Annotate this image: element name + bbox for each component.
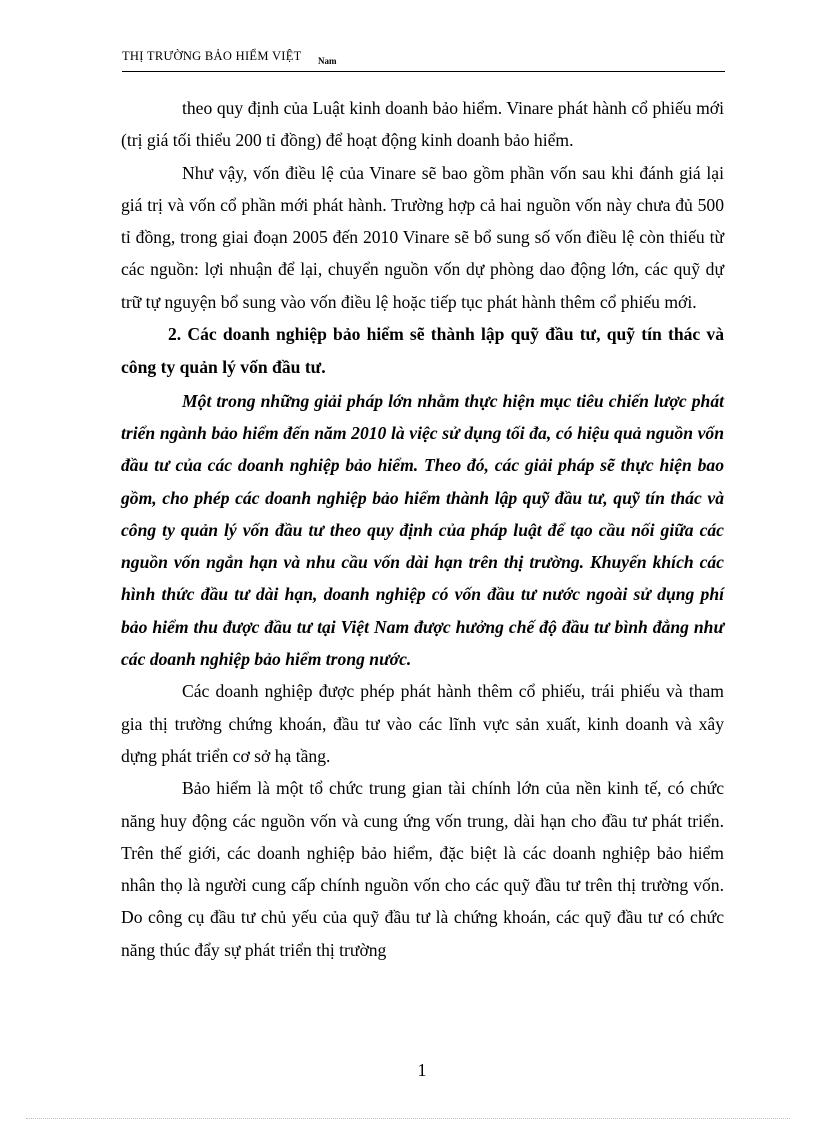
paragraph-insurance-role: Bảo hiểm là một tổ chức trung gian tài chính lớn của nền kinh tế, có chức năng huy động các nguồn vốn và cung ứng vốn trung, dài hạn cho đầu tư phát triển. Trên thế giới, các doanh nghiệp bảo hiểm, đặc biệt là các doanh nghiệp bảo hiểm nhân thọ là người cung cấp chính nguồn vốn cho các quỹ đầu tư trên thị trường vốn. Do công cụ đầu tư chủ yếu của quỹ đầu tư là chứng khoán, các quỹ đầu tư có chức năng thúc đẩy sự phát triển thị trường <box>121 778 724 960</box>
header-title: THỊ TRƯỜNG BẢO HIỂM VIỆT <box>122 49 302 63</box>
paragraph-emphasized-solution: Một trong những giải pháp lớn nhằm thực hiện mục tiêu chiến lược phát triển ngành bảo hiểm đến năm 2010 là việc sử dụng tối đa, có hiệu quả nguồn vốn đầu tư của các doanh nghiệp bảo hiểm. Theo đó, các giải pháp sẽ thực hiện bao gồm, cho phép các doanh nghiệp bảo hiểm thành lập quỹ đầu tư, quỹ tín thác và công ty quản lý vốn đầu tư theo quy định của pháp luật để tạo cầu nối giữa các nguồn vốn ngắn hạn và nhu cầu vốn dài hạn trên thị trường. Khuyến khích các hình thức đầu tư dài hạn, doanh nghiệp có vốn đầu tư nước ngoài sử dụng phí bảo hiểm thu được đầu tư tại Việt Nam được hưởng chế độ đầu tư bình đẳng như các doanh nghiệp bảo hiểm trong nước. <box>121 390 724 670</box>
header-title-suffix: Nam <box>318 56 337 66</box>
paragraph-charter-capital: Như vậy, vốn điều lệ của Vinare sẽ bao gồm phần vốn sau khi đánh giá lại giá trị và vốn cổ phần mới phát hành. Trường hợp cả hai nguồn vốn này chưa đủ 500 tỉ đồng, trong giai đoạn 2005 đến 2010 Vinare sẽ bổ sung số vốn điều lệ còn thiếu từ các nguồn: lợi nhuận để lại, chuyển nguồn vốn dự phòng dao động lớn, các quỹ dự trữ tự nguyện bổ sung vào vốn điều lệ hoặc tiếp tục phát hành thêm cổ phiếu mới. <box>121 162 724 312</box>
paragraph-issuance: Các doanh nghiệp được phép phát hành thêm cổ phiếu, trái phiếu và tham gia thị trường chứng khoán, đầu tư vào các lĩnh vực sản xuất, kinh doanh và xây dựng phát triển cơ sở hạ tầng. <box>121 681 724 766</box>
section-heading: 2. Các doanh nghiệp bảo hiểm sẽ thành lập quỹ đầu tư, quỹ tín thác và công ty quản lý vốn đầu tư. <box>121 324 724 378</box>
document-body <box>121 92 724 966</box>
running-header <box>122 46 725 72</box>
page-bottom-rule <box>26 1118 790 1119</box>
paragraph-continuation: theo quy định của Luật kinh doanh bảo hiểm. Vinare phát hành cổ phiếu mới (trị giá tối thiểu 200 tỉ đồng) để hoạt động kinh doanh bảo hiểm. <box>121 98 724 151</box>
page-number: 1 <box>417 1060 427 1080</box>
header-rule <box>122 71 725 72</box>
